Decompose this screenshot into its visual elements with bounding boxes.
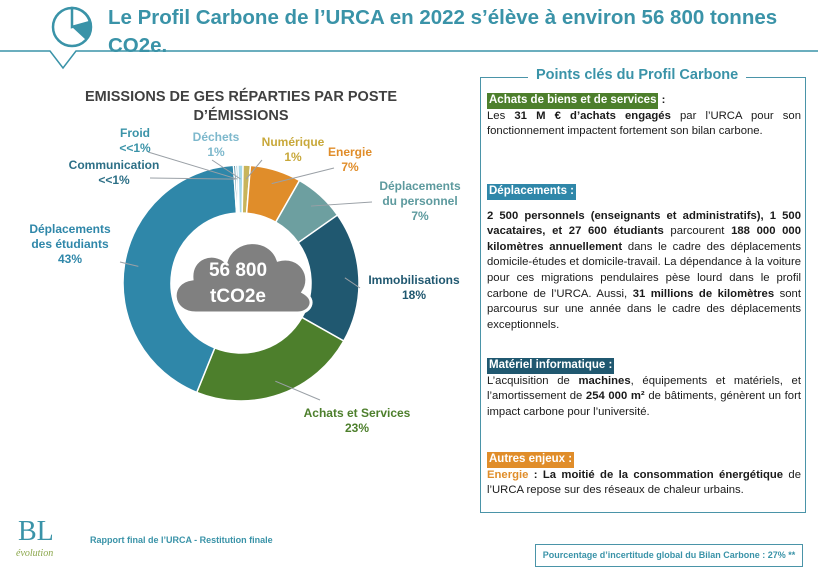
chart-title: EMISSIONS DE GES RÉPARTIES PAR POSTE D’ÉMISSIONS xyxy=(84,89,398,124)
materiel-bold-1: machines xyxy=(578,374,631,387)
materiel-bold-2: 254 000 m² xyxy=(585,390,645,403)
label-communication-name: Communication xyxy=(68,158,160,172)
page-title: Le Profil Carbone de l’URCA en 2022 s’élève à environ 56 800 tonnes CO2e. xyxy=(108,6,778,57)
materiel-text-2: , équipements et matériels, et l’amortissement de xyxy=(487,374,801,403)
logo-letters: BL xyxy=(18,516,54,547)
section-achats xyxy=(487,93,801,140)
section-achats-colon: : xyxy=(658,94,666,106)
label-achats-value: 23% xyxy=(344,421,370,435)
label-etudiants-name-1: Déplacements xyxy=(29,222,111,236)
label-energie-name: Energie xyxy=(327,145,372,159)
donut-slice-6 xyxy=(197,317,344,401)
label-immobilisations xyxy=(362,273,466,303)
materiel-text-1: L’acquisition de xyxy=(487,374,579,387)
section-achats-heading: Achats de biens et de services xyxy=(487,93,658,109)
label-immobilisations-value: 18% xyxy=(401,288,427,302)
achats-text-2: par l’URCA pour son fonctionnement impactent fortement son bilan carbone. xyxy=(487,109,801,138)
label-personnel-name-1: Déplacements xyxy=(379,179,461,193)
section-materiel-heading: Matériel informatique : xyxy=(487,358,614,374)
achats-bold-1: 31 M € d’achats engagés xyxy=(514,109,671,122)
label-deplacements-etudiants xyxy=(18,222,122,267)
label-energie-value: 7% xyxy=(341,160,359,174)
deplacements-text-3: sont parcourus sur une année dans le cadre des déplacements exceptionnels. xyxy=(487,287,801,331)
autres-energie-label: Energie xyxy=(487,468,529,481)
label-immobilisations-name: Immobilisations xyxy=(368,273,460,287)
section-autres-heading: Autres enjeux : xyxy=(487,452,574,468)
materiel-text-3: de bâtiments, génèrent un fort impact carbone pour l’université. xyxy=(487,390,801,418)
label-personnel-name-2: du personnel xyxy=(382,194,458,208)
autres-text-2: de l’URCA repose sur des réseaux de chaleur urbains. xyxy=(487,468,801,497)
report-caption: Rapport final de l’URCA - Restitution finale xyxy=(90,535,273,545)
achats-text-1: Les xyxy=(487,109,515,122)
label-communication-value: <<1% xyxy=(98,173,130,187)
center-total: 56 800 xyxy=(208,260,268,281)
label-achats-services xyxy=(298,406,416,436)
deplacements-bold-2: 188 000 000 kilomètres annuellement xyxy=(487,225,801,253)
label-froid-value: <<1% xyxy=(119,141,151,155)
label-deplacements-personnel xyxy=(366,179,474,224)
label-dechets xyxy=(184,130,248,160)
label-etudiants-value: 43% xyxy=(57,252,83,266)
label-communication xyxy=(60,158,168,188)
label-etudiants-name-2: des étudiants xyxy=(31,237,109,251)
key-points-title: Points clés du Profil Carbone xyxy=(528,66,746,85)
deplacements-text-2: dans le cadre des déplacements domicile-études et domicile-travail. La dépendance à la voiture pour ces migrations pendulaires pèse lourd dans le profil carbone de l’URCA. Aussi, xyxy=(487,240,801,300)
deplacements-text-1: parcourent xyxy=(663,225,732,238)
label-energie xyxy=(320,145,380,175)
label-personnel-value: 7% xyxy=(411,209,429,223)
section-deplacements xyxy=(487,184,801,333)
deplacements-bold-1: 2 500 personnels (enseignants et administratifs), 1 500 vacataires, et 27 600 étudiants xyxy=(487,209,801,238)
donut-center-label xyxy=(178,258,298,310)
label-achats-name: Achats et Services xyxy=(303,406,411,420)
autres-bold-1: La moitié de la consommation énergétique xyxy=(542,468,784,481)
section-deplacements-heading: Déplacements : xyxy=(487,184,576,200)
label-dechets-name: Déchets xyxy=(192,130,240,144)
logo-subtitle: évolution xyxy=(16,548,54,559)
label-dechets-value: 1% xyxy=(207,145,225,159)
center-unit: tCO2e xyxy=(210,286,266,307)
autres-text-1: : xyxy=(528,468,543,481)
bl-evolution-logo xyxy=(14,512,66,562)
label-numerique-value: 1% xyxy=(284,150,302,164)
label-froid xyxy=(105,126,165,156)
uncertainty-note: Pourcentage d’incertitude global du Bilan Carbone : 27% ** xyxy=(535,544,803,567)
label-numerique-name: Numérique xyxy=(261,135,325,149)
section-autres xyxy=(487,452,801,499)
label-froid-name: Froid xyxy=(120,126,150,140)
deplacements-bold-3: 31 millions de kilomètres xyxy=(632,287,775,300)
section-materiel xyxy=(487,358,801,420)
